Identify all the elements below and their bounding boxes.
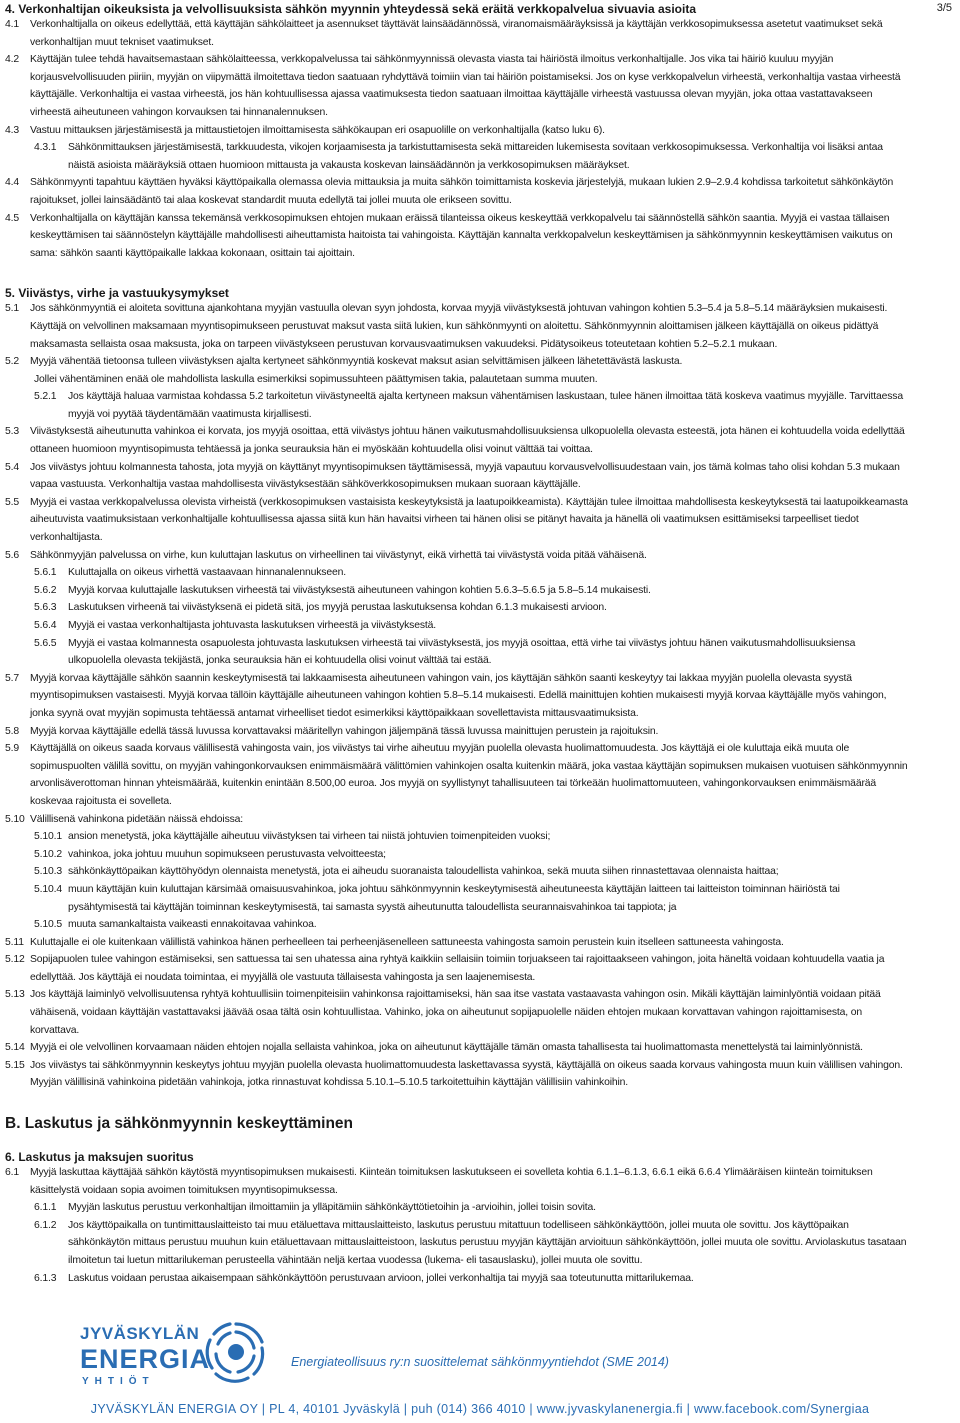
clause-item bbox=[0, 210, 960, 263]
clause-continuation: Jollei vähentäminen enää ole mahdollista laskulla esimerkiksi sopimussuhteen päättymisen takia, palautetaan summa muuten. bbox=[34, 373, 598, 385]
clause-text: Välillisenä vahinkona pidetään näissä ehdoissa: bbox=[30, 813, 244, 825]
company-logo bbox=[80, 1318, 320, 1390]
clause-item bbox=[0, 564, 960, 582]
section-6-heading: 6. Laskutus ja maksujen suoritus bbox=[5, 1150, 194, 1165]
clause-item bbox=[0, 881, 960, 916]
clause-text: Verkonhaltijalla on käyttäjän kanssa tekemänsä verkkosopimuksen ehtojen mukaan eräissä tilanteissa oikeus keskeyttää verkkopalvelu tai säännöstellä sähkön saantia. Myyjä ei vastaa tällaisen keskeyttämisen tai säännöstelyn käyttäjälle mahdollisesti aiheuttamista haitoista tai vahingoista. Käyttäjän kannalta verkkopalvelun keskeyttämisen ja sähkönmyynnin keskeyttämisen vaikutus on sama: sähkön saanti käyttöpaikalle lakkaa kokonaan, osittain tai ajoittain. bbox=[30, 212, 893, 259]
clause-item bbox=[0, 635, 960, 670]
clause-number: 5.12 bbox=[5, 954, 25, 966]
clause-number: 5.10.3 bbox=[34, 866, 62, 878]
clause-text: Myyjä korvaa käyttäjälle edellä tässä luvussa korvattavaksi määritellyn vahingon jäljempänä tässä luvussa mainittujen perustein ja rajoituksin. bbox=[30, 725, 659, 737]
clause-text: Myyjä korvaa käyttäjälle sähkön saannin keskeytymisestä tai lakkaamisesta aiheutuneen vahingon vain, jos käyttäjän sähkön saanti keskeytyy tai lakkaa myyjän puolella olevasta syystä myyntisopimuksen vastaisesti. Myyjä korvaa tällöin käyttäjälle aiheutuneen vahingon kohtien 5.8–5.14 mukaisesti. Edellä mainittujen kohtien mukaisesti myyjä korvaa käyttäjälle myös vahingon, jonka syynä ovat myyjän sopimusta tehtäessä antamat virheelliset tiedot esimerkiksi käyttöpaikkaan sovellettavista mittausvaatimuksista. bbox=[30, 672, 887, 719]
clause-item bbox=[0, 388, 960, 423]
clause-item bbox=[0, 951, 960, 986]
clause-item bbox=[0, 139, 960, 174]
clause-item bbox=[0, 174, 960, 209]
clause-text: Viivästyksestä aiheutunutta vahinkoa ei korvata, jos myyjä osoittaa, että viivästys johtuu hänen vaikutusmahdollisuuksiensa ulkopuolella olevasta esteestä, jota hänen ei kohtuudella voida edellyttää ottaneen huomioon myyntisopimusta tehtäessä ja jonka seurauksia hän ei myöskään kohtuudella olisi voinut välttää tai voittaa. bbox=[30, 426, 905, 456]
clause-text: Sähkönmyyjän palvelussa on virhe, kun kuluttajan laskutus on virheellinen tai viivästynyt, eikä virhettä tai viivästystä voida pitää vähäisenä. bbox=[30, 549, 647, 561]
clause-item bbox=[0, 916, 960, 934]
clause-item bbox=[0, 740, 960, 810]
clause-item bbox=[0, 353, 960, 371]
clause-item bbox=[0, 617, 960, 635]
clause-number: 4.3 bbox=[5, 124, 19, 136]
clause-number: 4.5 bbox=[5, 212, 19, 224]
clause-item bbox=[0, 670, 960, 723]
section-4-items bbox=[0, 16, 960, 262]
clause-text: Myyjän laskutus perustuu verkonhaltijan ilmoittamiin ja ylläpitämiin sähkönkäyttötietoihin ja -arvioihin, jollei toisin sovita. bbox=[68, 1202, 596, 1214]
page-footer bbox=[0, 1308, 960, 1423]
clause-text: Myyjä ei ole velvollinen korvaamaan näiden ehtojen nojalla sellaista vahinkoa, joka on aiheutunut käyttäjälle tämän omasta tahallisesta tai huolimattomasta menettelystä tai laiminlyönnistä. bbox=[30, 1042, 863, 1054]
clause-number: 5.7 bbox=[5, 672, 19, 684]
clause-number: 5.4 bbox=[5, 461, 19, 473]
clause-text: Myyjä korvaa kuluttajalle laskutuksen virheestä tai viivästyksestä aiheutuneen vahingon kohtien 5.6.3–5.6.5 ja 5.8–5.14 mukaisesti. bbox=[68, 584, 651, 596]
clause-item bbox=[0, 16, 960, 51]
clause-text: Jos käyttöpaikalla on tuntimittauslaitteisto tai muu etäluettava mittauslaitteisto, laskutus perustuu mitattuun todelliseen sähkönkäyttöön, jollei muuta ole sovittu. Jos käyttöpaikan sähkönkäytön mittaus perustuu muuhun kuin etäluettavaan mittauslaitteistoon, laskutus perustuu myyjän käyttäjän arvioituun sähkönkäyttöön, jollei muuta ole sovittu. Arviolaskutus tasataan ilmoitetun tai luetun mittarilukeman perusteella vähintään neljä kertaa vuodessa (lukema- eli tasauslasku), jollei muuta ole sovittu. bbox=[68, 1219, 907, 1266]
clause-text: Jos käyttäjä haluaa varmistaa kohdassa 5.2 tarkoitetun viivästyneeltä ajalta kertyneen maksun vähentämisen laskustaan, tulee hänen ilmoittaa tätä koskeva vaatimus myyjälle. Tarvittaessa myyjä voi pyytää täydentämään vaatimusta kirjallisesti. bbox=[68, 391, 903, 420]
clause-item bbox=[0, 1270, 960, 1288]
clause-number: 5.6.3 bbox=[34, 602, 57, 614]
clause-item bbox=[0, 934, 960, 952]
clause-text: Jos käyttäjä laiminlyö velvollisuutensa ryhtyä kohtuullisiin toimenpiteisiin vahinkonsa rajoittamiseksi, hän saa itse vastata vastaavasta vahingon osin. Mikäli käyttäjän laiminlyöntiä voidaan pitää vähäisenä, voidaan käyttäjän vastattavaksi jäävää osaa tältä osin kohtuullistaa. Vahinko, joka on aiheutunut sopijapuolelle näiden ehtojen mukaan korvattavan vahingon rajoittamisesta, on korvattava. bbox=[30, 989, 881, 1036]
logo-text-line2: ENERGIA bbox=[80, 1344, 211, 1374]
clause-item bbox=[0, 1217, 960, 1270]
clause-item bbox=[0, 300, 960, 353]
clause-number: 5.14 bbox=[5, 1042, 25, 1054]
section-4-heading: 4. Verkonhaltijan oikeuksista ja velvollisuuksista sähkön myynnin yhteydessä sekä eräitä verkkopalvelua sivuavia asioita bbox=[5, 2, 697, 16]
clause-text: Myyjä ei vastaa verkkopalvelussa olevista virheistä (verkkosopimuksen vastaisista keskeytyksistä ja laatupoikkeamista). Käyttäjän tulee ilmoittaa mahdollisesta keskeytyksestä tai laatupoikkeamasta aiheutuvista vaatimuksistaan verkonhaltijalle kohtuullisessa ajassa siitä kun hän havaitsi virheen tai hänen olisi se pitänyt havaita ja hänellä oli vaatimuksen esittämiseksi tarpeelliset tiedot verkonhaltijasta. bbox=[30, 496, 908, 544]
swirl-emblem-icon bbox=[202, 1318, 270, 1386]
clause-text: Sähkönmittauksen järjestämisestä, tarkkuudesta, vikojen korjaamisesta ja tarkistuttamisesta sekä mittareiden lukemisesta sovitaan verkkosopimuksessa. Verkonhaltija voi lisäksi antaa näistä asioista määräyksiä ottaen huomioon mittausta ja vakausta koskevan lainsäädännön ja verkkosopimuksen määräykset. bbox=[68, 142, 883, 171]
clause-text: vahinkoa, joka johtuu muuhun sopimukseen perustuvasta velvoitteesta; bbox=[68, 848, 386, 860]
clause-number: 5.10.1 bbox=[34, 831, 62, 843]
section-b-heading: B. Laskutus ja sähkönmyynnin keskeyttäminen bbox=[5, 1115, 354, 1133]
section-5-heading: 5. Viivästys, virhe ja vastuukysymykset bbox=[5, 286, 229, 301]
clause-text: Myyjä ei vastaa verkonhaltijasta johtuvasta laskutuksen virheestä ja viivästyksestä. bbox=[68, 620, 436, 631]
clause-text: Kuluttajalla on oikeus virhettä vastaavaan hinnanalennukseen. bbox=[68, 567, 346, 579]
section-6-items bbox=[0, 1164, 960, 1287]
clause-number: 5.11 bbox=[5, 936, 24, 948]
clause-number: 5.13 bbox=[5, 989, 25, 1001]
clause-text: Laskutus voidaan perustaa aikaisempaan sähkönkäyttöön perustuvaan arvioon, jollei verkonhaltija tai myyjä saa toteutunutta mittarilukemaa. bbox=[68, 1272, 694, 1284]
clause-number: 5.2 bbox=[5, 356, 19, 368]
clause-text: Jos viivästys tai sähkönmyynnin keskeytys johtuu myyjän puolella olevasta huolimattomuudesta laskettavassa syystä, käyttäjällä on oikeus saada korvaus vahingosta muun kuin välillisen vahingon. Myyjän välillisinä vahinkoina pidetään vahinkoja, jotka rinnastuvat kohdissa 5.10.1–5.10.5 tarkoitettuihin käyttäjän välillisiin vahinkoihin. bbox=[30, 1059, 903, 1089]
clause-item bbox=[0, 846, 960, 864]
clause-item bbox=[0, 1164, 960, 1199]
clause-number: 5.6.1 bbox=[34, 567, 57, 579]
clause-text: Myyjä vähentää tietoonsa tulleen viivästyksen ajalta kertyneet sähkönmyyntiä koskevat maksut asian selvittämisen jälkeen lähetettävästä laskusta. bbox=[30, 356, 683, 368]
clause-number: 5.1 bbox=[5, 303, 19, 315]
clause-number: 5.6.2 bbox=[34, 584, 57, 596]
clause-number: 6.1.3 bbox=[34, 1272, 57, 1284]
page-number: 3/5 bbox=[936, 2, 952, 14]
clause-text: sähkönkäyttöpaikan käyttöhyödyn olennaista menetystä, jota ei aiheudu suoranaista taloudellista vahinkoa, sekä muuta siihen rinnastettavaa olennaista haittaa; bbox=[68, 866, 779, 878]
footer-tagline: Energiateollisuus ry:n suosittelemat sähkönmyyntiehdot (SME 2014) bbox=[291, 1355, 669, 1369]
clause-text: Laskutuksen virheenä tai viivästyksenä ei pidetä sitä, jos myyjä perustaa laskutuksensa kohdan 6.1.3 mukaisesti arvioon. bbox=[68, 602, 607, 614]
section-5-items bbox=[0, 300, 960, 1092]
clause-item bbox=[0, 811, 960, 829]
clause-text: Kuluttajalle ei ole kuitenkaan välillistä vahinkoa hänen perheelleen tai perheenjäsenelleen sattuneesta vahingosta samoin perustein kuin itselleen sattuneesta vahingosta. bbox=[30, 936, 784, 948]
clause-item bbox=[0, 1039, 960, 1057]
clause-number: 5.6.4 bbox=[34, 620, 57, 631]
clause-number: 4.4 bbox=[5, 177, 19, 189]
clause-text: muuta samankaltaista vaikeasti ennakoitavaa vahinkoa. bbox=[68, 919, 317, 931]
clause-number: 4.1 bbox=[5, 19, 19, 30]
clause-number: 5.9 bbox=[5, 743, 19, 755]
clause-item bbox=[0, 1057, 960, 1092]
clause-text: Myyjä laskuttaa käyttäjää sähkön käytöstä myyntisopimuksen mukaisesti. Kiinteän toimituksen laskutukseen ei sovelleta kohtia 6.1.1–6.1.3, 6.6.1 eikä 6.6.4 Ylimääräisen kiinteän toimituksen käsittelystä voidaan sopia avoimen toimituksen myyntisopimuksessa. bbox=[30, 1167, 873, 1196]
clause-text: Myyjä ei vastaa kolmannesta osapuolesta johtuvasta laskutuksen virheestä tai viivästyksestä, jos myyjä osoittaa, että virhe tai viivästys johtuu hänen vaikutusmahdollisuuksiensa ulkopuolella olevasta tekijästä, jonka seurauksia hän ei kohtuudella olisi voinut välttää tai estää. bbox=[68, 637, 856, 667]
footer-contact: JYVÄSKYLÄN ENERGIA OY | PL 4, 40101 Jyväskylä | puh (014) 366 4010 | www.jyvaskylanenergia.fi | www.facebook.com/Synergiaa bbox=[90, 1402, 870, 1416]
clause-text: Jos sähkönmyyntiä ei aloiteta sovittuna ajankohtana myyjän vastuulla olevan syyn johdosta, korvaa myyjä viivästyksestä johtuvan vahingon kohtien 5.3–5.4 ja 5.8–5.14 määräyksien mukaisesti. Käyttäjä on velvollinen maksamaan myyntisopimukseen perustuvat maksut vasta siitä lukien, kun sähkönmyynti on aloitettu. Sähkönmyynnin aloittamisen jälkeen käyttäjällä on oikeus pidättyä maksamasta sellaista osaa maksusta, joka on tarpeen viivästykseen perustuvan korvausvaatimuksen vakuudeksi. Pidätysoikeus toteutetaan kohtien 5.2–5.2.1 mukaan. bbox=[30, 303, 888, 350]
clause-item bbox=[0, 122, 960, 140]
clause-number: 4.2 bbox=[5, 54, 19, 66]
clause-item bbox=[0, 459, 960, 494]
clause-text: Sopijapuolen tulee vahingon estämiseksi, sen sattuessa tai sen uhatessa aina ryhtyä kaikkiin sellaisiin toimiin torjuakseen tai rajoittaakseen vahingon, joita häneltä voidaan kohtuudella vaatia ja edellyttää. Jos käyttäjä ei noudata toimintaa, ei myyjällä ole vastuuta tällaisesta vahingosta ja sen laajenemisesta. bbox=[30, 954, 885, 983]
clause-number: 5.8 bbox=[5, 725, 19, 737]
clause-text: muun käyttäjän kuin kuluttajan kärsimää omaisuusvahinkoa, joka johtuu sähkönmyynnin keskeytymisestä aiheutuneesta käyttäjän laitteen tai laitteiston toiminnan häiriöstä tai pysähtymisestä tai käyttäjän toiminnan keskeytymisestä, tai samasta syystä aiheutunutta taloudellista seurannaisvahinkoa tai tappiota; ja bbox=[68, 883, 840, 913]
clause-number: 6.1 bbox=[5, 1167, 19, 1179]
clause-item bbox=[0, 582, 960, 600]
clause-text: Vastuu mittauksen järjestämisestä ja mittaustietojen ilmoittamisesta sähkökaupan eri osapuolille on verkonhaltijalla (katso luku 6). bbox=[30, 124, 605, 136]
clause-item bbox=[0, 423, 960, 458]
clause-number: 6.1.1 bbox=[34, 1202, 57, 1214]
clause-number: 5.15 bbox=[5, 1059, 25, 1071]
clause-item bbox=[0, 986, 960, 1039]
clause-text: Jos viivästys johtuu kolmannesta tahosta, jota myyjä on käyttänyt myyntisopimuksen täyttämisessä, myyjä vapautuu korvausvelvollisuudestaan vain, jos tämä kolmas taho olisi kohdan 5.3 mukaan vapaa vastuusta. Verkonhaltija vastaa mahdollisesta viivästyksestään sähköverkkosopimuksen mukaan suoraan käyttäjälle. bbox=[30, 461, 900, 491]
clause-number: 5.2.1 bbox=[34, 391, 57, 403]
clause-number: 5.3 bbox=[5, 426, 19, 438]
clause-item bbox=[0, 1199, 960, 1217]
clause-item bbox=[0, 599, 960, 617]
logo-text-line1: JYVÄSKYLÄN bbox=[80, 1324, 200, 1343]
clause-number: 4.3.1 bbox=[34, 142, 57, 154]
clause-text: ansion menetystä, joka käyttäjälle aiheutuu viivästyksen tai virheen tai niistä johtuvien toimenpiteiden vuoksi; bbox=[68, 831, 551, 843]
clause-number: 5.5 bbox=[5, 496, 19, 508]
clause-item bbox=[0, 828, 960, 846]
clause-text: Sähkönmyynti tapahtuu käyttäen hyväksi käyttöpaikalla olemassa olevia mittauksia ja muita sähkön toimittamista koskevia järjestelyjä, mukaan lukien 2.9–2.9.4 kohdissa tarkoitetut sähkönkäytön rajoitukset, jollei lainsäädäntö tai alaa koskevat standardit muuta edellytä tai jollei muuta ole erikseen sovittu. bbox=[30, 177, 894, 206]
clause-text: Käyttäjällä on oikeus saada korvaus välillisestä vahingosta vain, jos viivästys tai virhe aiheutuu myyjän puolella olevasta huolimattomuudesta. Jos käyttäjä ei ole kuluttaja eikä muuta ole sopimuspuolten välillä sovittu, on myyjän vahingonkorvauksen enimmäismäärä välittömien vahinkojen osalta kuitenkin määrä, joka vastaa käyttäjän sopimuksen mukaisen vuotuisen sähkönmyynnin arvonlisäverottoman hinnan yhteismäärää, kuitenkin enintään 8.500,00 euroa. Jos myyjä on syyllistynyt tahallisuuteen tai törkeään huolimattomuuteen, vahingonkorvauksen enimmäismäärää koskevaa rajoitusta ei sovelleta. bbox=[30, 743, 908, 807]
clause-number: 6.1.2 bbox=[34, 1219, 57, 1231]
clause-item bbox=[0, 51, 960, 121]
clause-number: 5.10.5 bbox=[34, 919, 62, 931]
clause-item bbox=[0, 723, 960, 741]
clause-text: Verkonhaltijalla on oikeus edellyttää, että käyttäjän sähkölaitteet ja asennukset täyttävät lainsäädännössä, viranomaismääräyksissä ja käyttäjän verkkosopimuksessa asetetut vaatimukset sekä verkonhaltijan muut tekniset vaatimukset. bbox=[30, 19, 883, 48]
clause-number: 5.6.5 bbox=[34, 637, 57, 649]
logo-text-line3: YHTIÖT bbox=[82, 1376, 155, 1387]
clause-item bbox=[0, 494, 960, 547]
clause-number: 5.10 bbox=[5, 813, 25, 825]
clause-text: Käyttäjän tulee tehdä havaitsemastaan sähkölaitteessa, verkkopalvelussa tai sähkönmyynnissä olevasta viasta tai häiriöstä ilmoitus verkonhaltijalle. Jos vika tai häiriö kuuluu myyjän korjausvelvollisuuden piiriin, myyjän on viipymättä ilmoitettava tiedon saatuaan ryhdyttävä toimiin vian tai häiriön poistamiseksi. Jos on kyse verkkopalvelun virheestä, verkonhaltija vastaa virheestä käyttäjälle. Verkonhaltija ei vastaa virheestä, jos hän kohtuullisessa ajassa vaatimuksesta tiedon saatuaan ilmoittaa käyttäjälle virheestä vastuussa olevan myyjän, joka ottaa vastattavakseen virheestä aiheutuneen vahingon korvauksen tai hinnanalennuksen. bbox=[30, 54, 901, 118]
clause-number: 5.10.2 bbox=[34, 848, 62, 860]
clause-item bbox=[0, 547, 960, 565]
clause-number: 5.6 bbox=[5, 549, 19, 561]
clause-number: 5.10.4 bbox=[34, 883, 62, 895]
clause-item bbox=[0, 863, 960, 881]
